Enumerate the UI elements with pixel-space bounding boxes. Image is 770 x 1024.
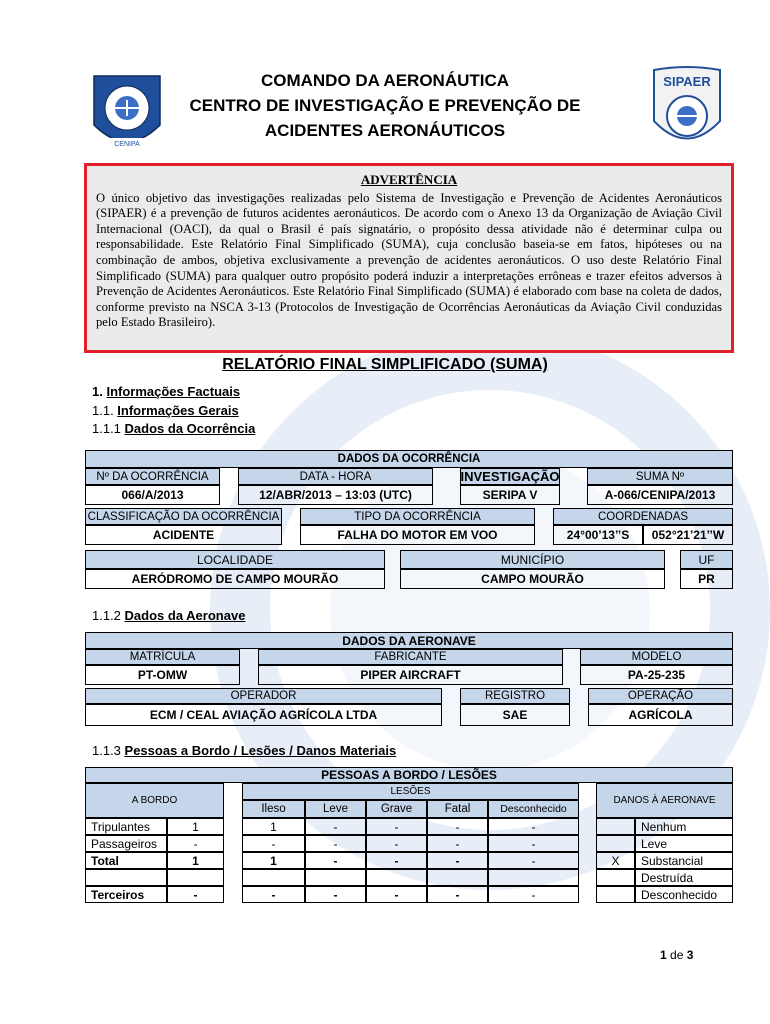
h-fatal: Fatal	[427, 800, 488, 818]
section-1-title: Informações Factuais	[106, 384, 241, 399]
section-1-1-3-title: Pessoas a Bordo / Lesões / Danos Materiais	[124, 743, 397, 758]
advertencia-body: O único objetivo das investigações realizadas pelo Sistema de Investigação e Prevenção de Acidentes Aeronáuticos (SIPAER) é a prevenção de futuros acidentes aeronáuticos. De acordo com o Anexo 13 da Organização de Aviação Civil Internacional (OACI), da qual o Brasil é país signatário, o propósito dessa atividade não é determinar culpa ou responsabilidade. Este Relatório Final Simplificado (SUMA), cuja conclusão baseia-se em fatos, hipóteses ou na combinação de ambos, objetiva exclusivamente a prevenção de acidentes aeronáuticos. O uso deste Relatório Final Simplificado (SUMA) para qualquer outro propósito poderá induzir a interpretações errôneas e trazer efeitos adversos à Prevenção de Acidentes Aeronáuticos. Este Relatório Final Simplificado (SUMA) é elaborado com base na coleta de dados, conforme previsto na NSCA 3-13 (Protocolos de Investigação de Ocorrências Aeronáuticas da Aviação Civil conduzidas pelo Estado Brasileiro).	[96, 190, 722, 330]
pessoas-title: PESSOAS A BORDO / LESÕES	[85, 767, 733, 783]
h-class: CLASSIFICAÇÃO DA OCORRÊNCIA	[85, 508, 282, 525]
v-data: 12/ABR/2013 – 13:03 (UTC)	[238, 485, 433, 505]
pessoas-cell-bordo: 1	[167, 852, 224, 869]
pessoas-cell-leve: -	[305, 818, 366, 835]
pessoas-cell-grave	[366, 869, 427, 886]
h-desc: Desconhecido	[488, 800, 579, 818]
h-suma: SUMA Nº	[587, 468, 733, 485]
danos-mark	[596, 869, 635, 886]
v-mat: PT-OMW	[85, 665, 240, 685]
section-1-1-1-number: 1.1.1	[92, 421, 125, 436]
pessoas-cell-fatal: -	[427, 886, 488, 903]
section-1-1-2-title: Dados da Aeronave	[124, 608, 246, 623]
pessoas-cell-label: Total	[85, 852, 167, 869]
h-uf: UF	[680, 550, 733, 569]
h-grave: Grave	[366, 800, 427, 818]
v-reg: SAE	[460, 704, 570, 726]
v-suma: A-066/CENIPA/2013	[587, 485, 733, 505]
pessoas-cell-ileso: 1	[242, 818, 305, 835]
pessoas-cell-label: Passageiros	[85, 835, 167, 852]
advertencia-heading: ADVERTÊNCIA	[360, 172, 458, 187]
danos-mark	[596, 818, 635, 835]
v-lat: 24°00’13’’S	[553, 525, 643, 545]
h-lesoes: LESÕES	[242, 783, 579, 800]
cenipa-logo	[92, 70, 162, 160]
pessoas-cell-grave: -	[366, 818, 427, 835]
cenipa-logo-text: CENIPA	[114, 141, 140, 148]
header-line-3: ACIDENTES AERONÁUTICOS	[264, 121, 506, 140]
pessoas-cell-bordo: -	[167, 835, 224, 852]
section-1-1-1-title: Dados da Ocorrência	[124, 421, 256, 436]
pessoas-cell-grave: -	[366, 852, 427, 869]
header-line-1: COMANDO DA AERONÁUTICA	[260, 71, 510, 90]
pessoas-cell-fatal: -	[427, 818, 488, 835]
h-mun: MUNICÍPIO	[400, 550, 665, 569]
h-reg: REGISTRO	[460, 688, 570, 704]
v-invest: SERIPA V	[460, 485, 560, 505]
pessoas-cell-desc: -	[488, 852, 579, 869]
pessoas-cell-leve	[305, 869, 366, 886]
v-mun: CAMPO MOURÃO	[400, 569, 665, 589]
section-1-1	[92, 403, 239, 418]
header-line-2: CENTRO DE INVESTIGAÇÃO E PREVENÇÃO DE	[189, 96, 581, 115]
pessoas-cell-fatal: -	[427, 852, 488, 869]
h-invest: INVESTIGAÇÃO	[460, 469, 560, 484]
pessoas-cell-grave: -	[366, 886, 427, 903]
page-total: 3	[686, 948, 694, 962]
section-1-1-3	[92, 743, 396, 758]
v-mod: PA-25-235	[580, 665, 733, 685]
page-number	[660, 948, 693, 962]
danos-mark: X	[596, 852, 635, 869]
pessoas-cell-label: Tripulantes	[85, 818, 167, 835]
pessoas-cell-leve: -	[305, 835, 366, 852]
h-bordo: A BORDO	[85, 783, 224, 818]
pessoas-cell-fatal	[427, 869, 488, 886]
ocorrencia-title: DADOS DA OCORRÊNCIA	[85, 450, 733, 468]
v-fab: PIPER AIRCRAFT	[258, 665, 563, 685]
v-uf: PR	[680, 569, 733, 589]
danos-label: Substancial	[635, 852, 733, 869]
danos-label: Nenhum	[635, 818, 733, 835]
pessoas-cell-desc: -	[488, 886, 579, 903]
pessoas-cell-desc: -	[488, 818, 579, 835]
pessoas-cell-desc	[488, 869, 579, 886]
h-num: Nº DA OCORRÊNCIA	[85, 468, 220, 485]
pessoas-cell-bordo: -	[167, 886, 224, 903]
danos-label: Destruída	[635, 869, 733, 886]
pessoas-cell-ileso	[242, 869, 305, 886]
h-danos: DANOS À AERONAVE	[596, 783, 733, 818]
v-class: ACIDENTE	[85, 525, 282, 545]
danos-mark	[596, 886, 635, 903]
danos-mark	[596, 835, 635, 852]
v-num: 066/A/2013	[85, 485, 220, 505]
aeronave-title: DADOS DA AERONAVE	[85, 632, 733, 649]
page-current: 1	[660, 948, 667, 962]
section-1-number: 1.	[92, 384, 107, 399]
danos-label: Leve	[635, 835, 733, 852]
pessoas-cell-grave: -	[366, 835, 427, 852]
pessoas-cell-desc: -	[488, 835, 579, 852]
pessoas-cell-fatal: -	[427, 835, 488, 852]
h-oper: OPERADOR	[85, 688, 442, 704]
h-mod: MODELO	[580, 649, 733, 665]
h-leve: Leve	[305, 800, 366, 818]
sipaer-logo	[650, 66, 724, 158]
h-fab: FABRICANTE	[258, 649, 563, 665]
section-1	[92, 384, 240, 399]
pessoas-cell-leve: -	[305, 852, 366, 869]
h-data: DATA - HORA	[238, 468, 433, 485]
section-1-1-title: Informações Gerais	[117, 403, 239, 418]
v-local: AERÓDROMO DE CAMPO MOURÃO	[85, 569, 385, 589]
section-1-1-1	[92, 421, 255, 436]
pessoas-cell-leve: -	[305, 886, 366, 903]
pessoas-cell-label: Terceiros	[85, 886, 167, 903]
danos-label: Desconhecido	[635, 886, 733, 903]
report-title: RELATÓRIO FINAL SIMPLIFICADO (SUMA)	[222, 356, 548, 373]
v-tipo: FALHA DO MOTOR EM VOO	[300, 525, 535, 545]
pessoas-cell-bordo: 1	[167, 818, 224, 835]
page-of: de	[670, 948, 684, 962]
h-mat: MATRÍCULA	[85, 649, 240, 665]
section-1-1-number: 1.1.	[92, 403, 118, 418]
sipaer-logo-text: SIPAER	[663, 74, 711, 89]
h-tipo: TIPO DA OCORRÊNCIA	[300, 508, 535, 525]
v-lon: 052°21’21’’W	[643, 525, 733, 545]
section-1-1-2	[92, 608, 245, 623]
v-oper: ECM / CEAL AVIAÇÃO AGRÍCOLA LTDA	[85, 704, 442, 726]
section-1-1-2-number: 1.1.2	[92, 608, 125, 623]
pessoas-cell-label	[85, 869, 167, 886]
h-coord: COORDENADAS	[553, 508, 733, 525]
advertencia-box	[84, 163, 734, 353]
h-local: LOCALIDADE	[85, 550, 385, 569]
h-ileso: Ileso	[242, 800, 305, 818]
pessoas-cell-ileso: -	[242, 835, 305, 852]
pessoas-cell-bordo	[167, 869, 224, 886]
h-opn: OPERAÇÃO	[588, 688, 733, 704]
v-opn: AGRÍCOLA	[588, 704, 733, 726]
pessoas-cell-ileso: -	[242, 886, 305, 903]
pessoas-cell-ileso: 1	[242, 852, 305, 869]
section-1-1-3-number: 1.1.3	[92, 743, 125, 758]
